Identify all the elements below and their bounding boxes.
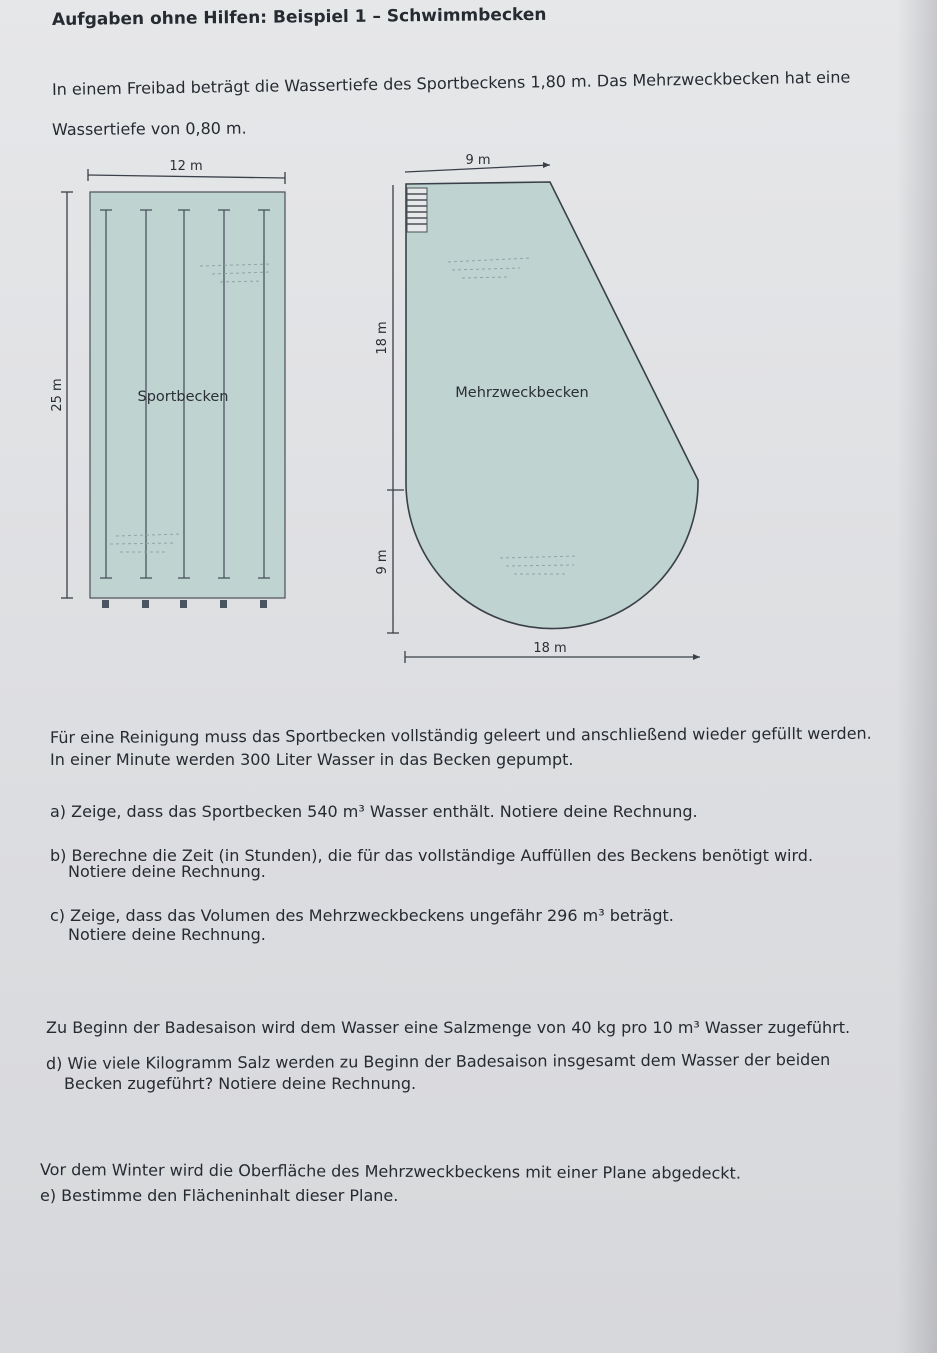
multi-bottom-label: 18 m [533, 641, 567, 656]
multi-pool-outline [406, 182, 698, 629]
sport-width-label: 12 m [169, 159, 203, 174]
multi-pool-label: Mehrzweckbecken [455, 385, 589, 401]
intro-line-1: In einem Freibad beträgt die Wassertiefe des Sportbeckens 1,80 m. Das Mehrzweckbecken hat eine [51, 67, 851, 99]
task-b-line-2: Notiere deine Rechnung. [68, 862, 266, 881]
page-title: Aufgaben ohne Hilfen: Beispiel 1 – Schwimmbecken [51, 4, 547, 30]
cleaning-line-2: In einer Minute werden 300 Liter Wasser in das Becken gepumpt. [50, 750, 574, 769]
sport-width-dimension-line [88, 175, 285, 178]
task-a: a) Zeige, dass das Sportbecken 540 m³ Wasser enthält. Notiere deine Rechnung. [50, 802, 698, 821]
task-e: e) Bestimme den Flächeninhalt dieser Plane. [40, 1186, 399, 1205]
task-c-line-2: Notiere deine Rechnung. [68, 925, 266, 944]
salt-intro: Zu Beginn der Badesaison wird dem Wasser eine Salzmenge von 40 kg pro 10 m³ Wasser zugeführt. [46, 1018, 851, 1037]
winter-intro: Vor dem Winter wird die Oberfläche des Mehrzweckbeckens mit einer Plane abgedeckt. [39, 1160, 741, 1183]
task-d-line-2: Becken zugeführt? Notiere deine Rechnung. [64, 1074, 417, 1093]
sport-length-label: 25 m [50, 378, 65, 412]
task-d-line-1: d) Wie viele Kilogramm Salz werden zu Beginn der Badesaison insgesamt dem Wasser der beiden [45, 1049, 831, 1073]
multi-ladder [407, 188, 427, 232]
multi-top-arrow [543, 162, 550, 168]
multi-top-label: 9 m [465, 153, 491, 168]
task-c-line-1: c) Zeige, dass das Volumen des Mehrzweckbeckens ungefähr 296 m³ beträgt. [50, 906, 674, 925]
multi-lower-height-label: 9 m [375, 549, 390, 575]
intro-line-2: Wassertiefe von 0,80 m. [51, 118, 247, 139]
multi-upper-height-label: 18 m [375, 321, 390, 355]
sport-pool-label: Sportbecken [137, 389, 229, 405]
sport-starting-blocks [102, 600, 267, 608]
multi-bottom-arrow [693, 654, 700, 660]
task-b-line-1: b) Berechne die Zeit (in Stunden), die für das vollständige Auffüllen des Beckens benötigt wird. [50, 846, 814, 865]
cleaning-line-1: Für eine Reinigung muss das Sportbecken vollständig geleert und anschließend wieder gefüllt werden. [49, 723, 872, 747]
